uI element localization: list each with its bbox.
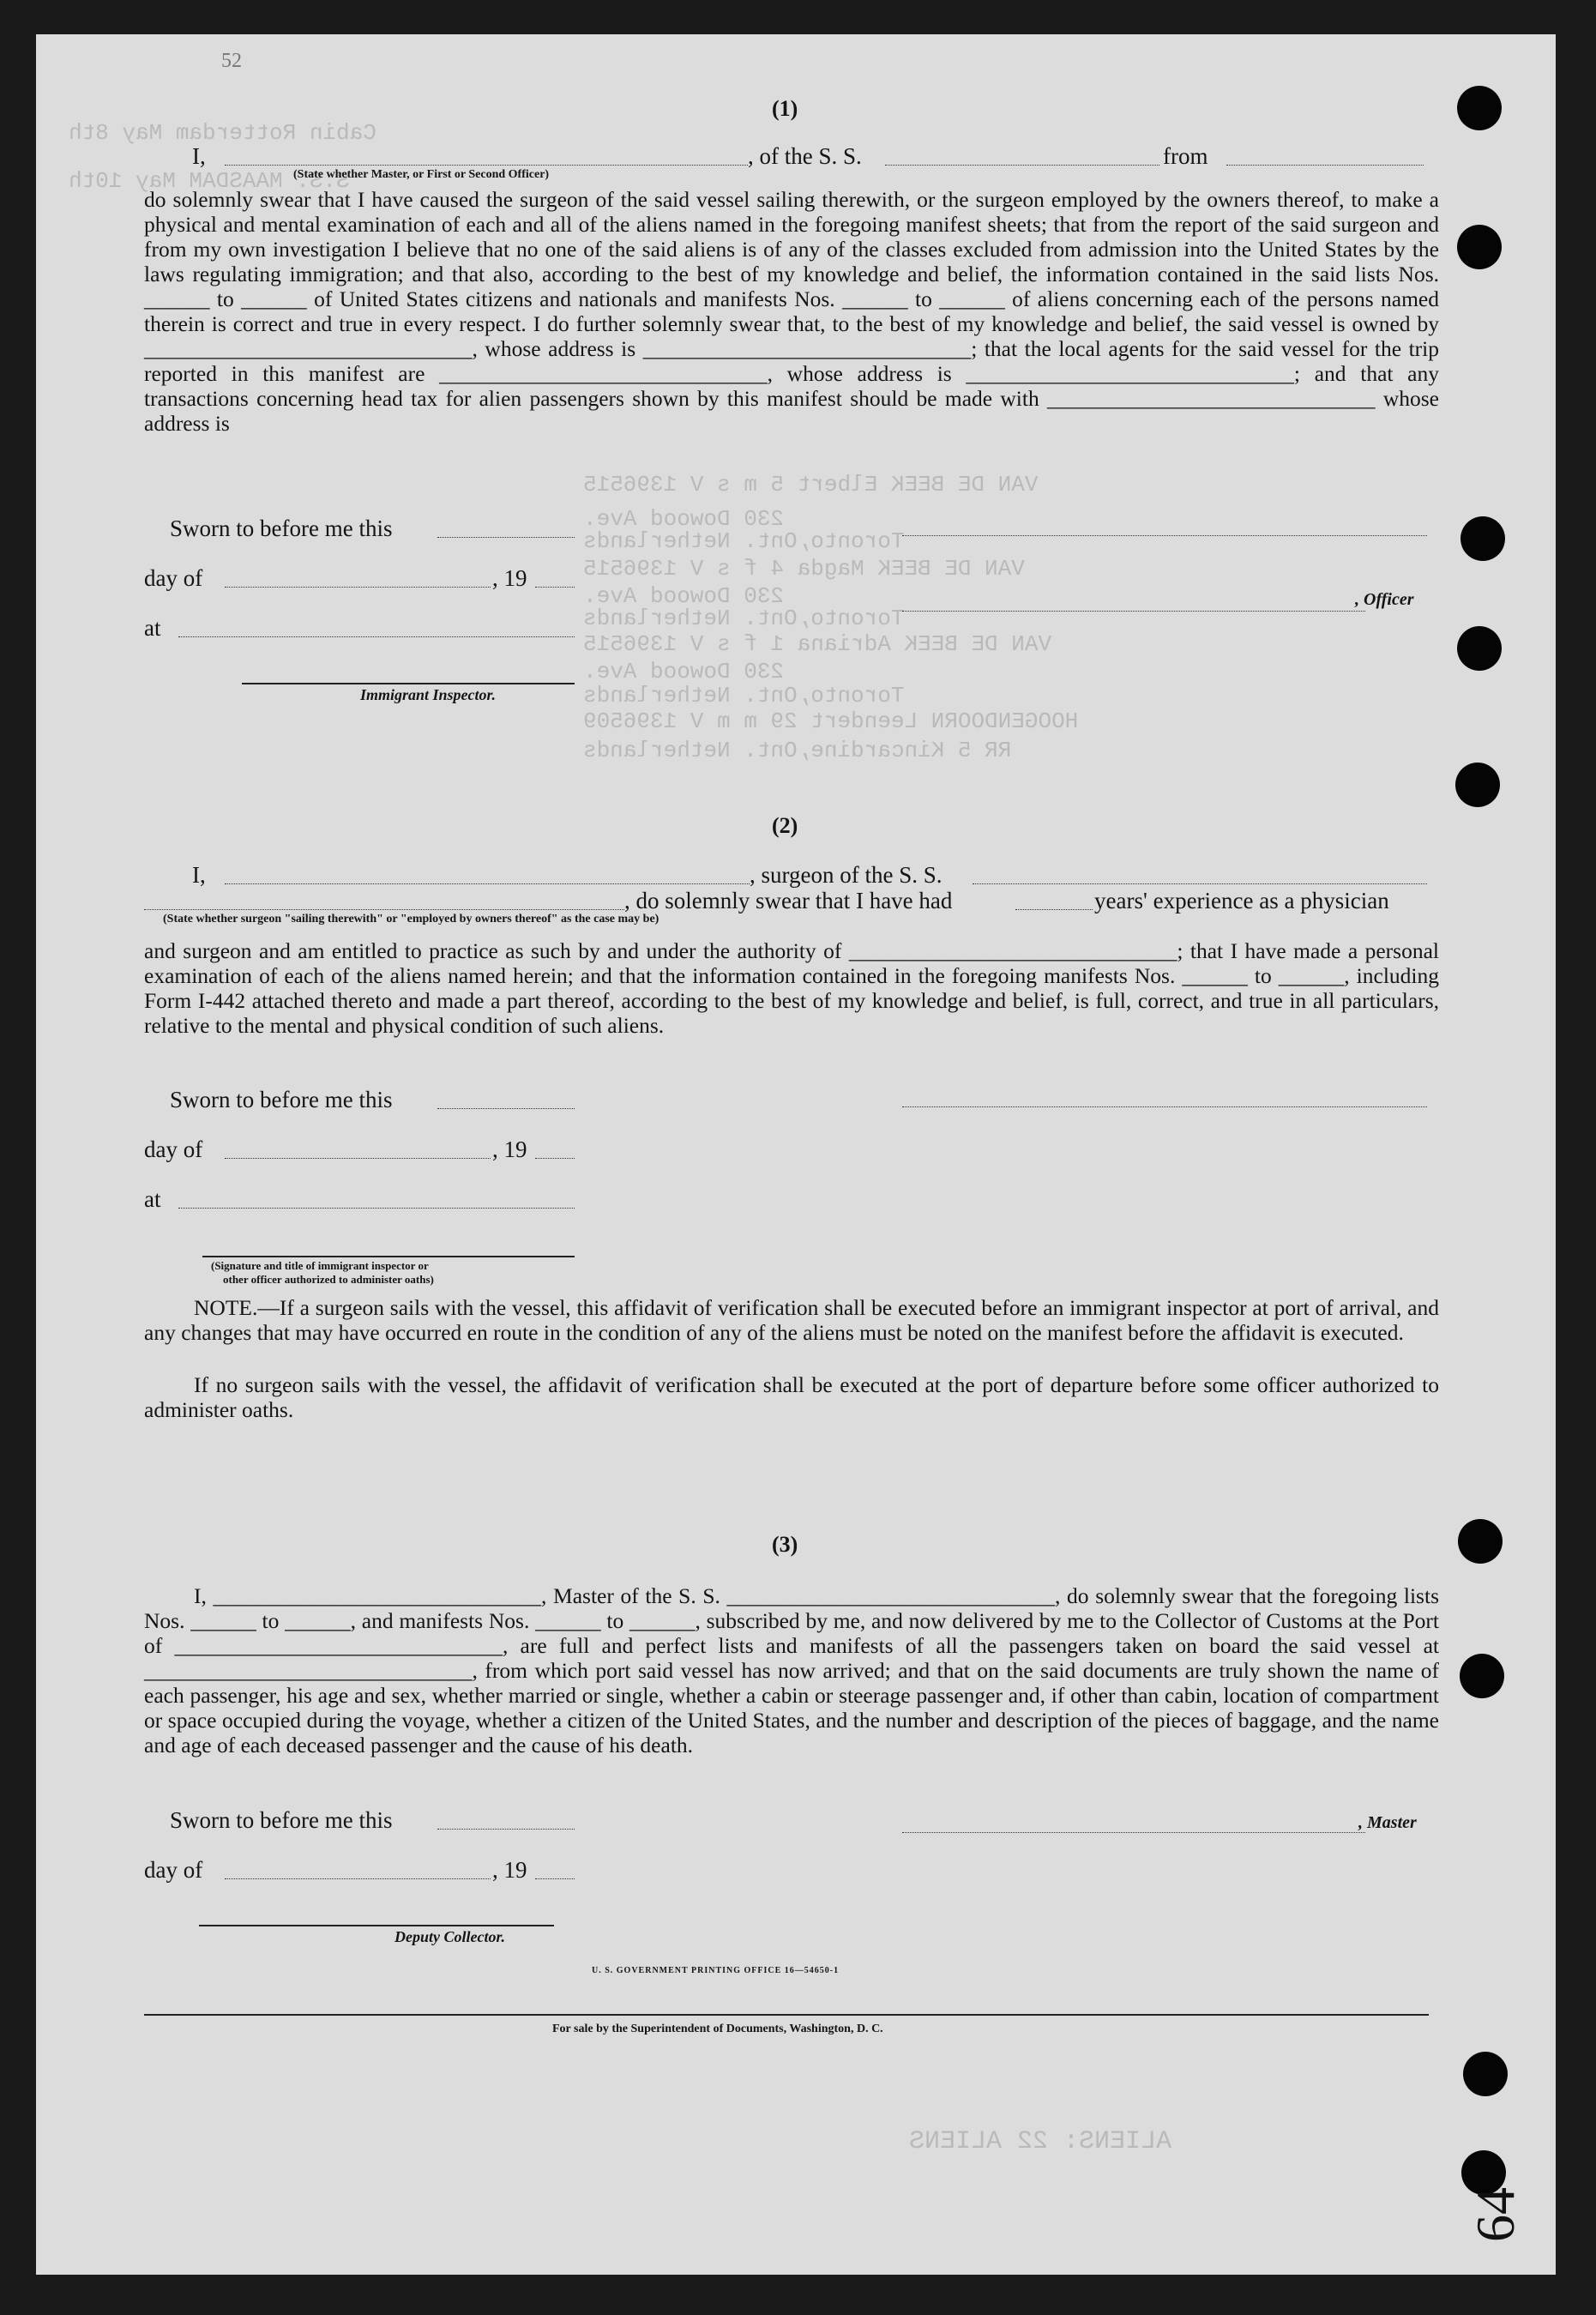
bleed-through-line: RR 5 Kincardine,Ont. Netherlands xyxy=(583,738,1012,763)
sec2-sworn-day-line xyxy=(437,1108,575,1109)
sec2-day-of-label: day of xyxy=(144,1136,203,1162)
sec3-year-label: , 19 xyxy=(492,1857,527,1883)
punch-hole xyxy=(1457,626,1502,671)
sworn-day-line xyxy=(437,537,575,538)
sec3-sworn-label: Sworn to before me this xyxy=(170,1807,393,1833)
sec1-at-label: at xyxy=(144,615,161,641)
bleed-through-line: 230 Dowood Ave. xyxy=(583,659,785,684)
officer-signature-line xyxy=(902,611,1365,612)
sec2-sworn-label: Sworn to before me this xyxy=(170,1087,393,1112)
punch-hole xyxy=(1455,763,1500,807)
punch-hole xyxy=(1460,1654,1504,1698)
bleed-through-line: Toronto,Ont. Netherlands xyxy=(583,683,905,708)
sec2-sig-note-1: (Signature and title of immigrant inspector or xyxy=(211,1259,429,1272)
from-port-line xyxy=(1226,165,1424,166)
at-place-line xyxy=(178,636,575,637)
sec1-i-label: I, xyxy=(192,143,206,169)
punch-hole xyxy=(1457,225,1502,269)
sec2-note: NOTE.—If a surgeon sails with the vessel, this affidavit of verification shall be executed before an immigrant inspector at port of arrival, and any changes that may have occurred en route in the condition of any of the aliens must be noted on the manifest before the affidavit is executed. xyxy=(144,1295,1439,1345)
sec2-surgeon-signature-line xyxy=(902,1106,1427,1107)
bleed-through-line: 230 Dowood Ave. xyxy=(583,506,785,532)
sec2-i-label: I, xyxy=(192,862,206,888)
bleed-through-line: HOOGENDOORN Leendert 29 m m V 1396509 xyxy=(583,708,1079,734)
sec1-inspector-label: Immigrant Inspector. xyxy=(360,686,497,703)
sec1-oath-text: do solemnly swear that I have caused the surgeon of the said vessel sailing therewith, or the surgeon employed by the owners thereof, to make a physical and mental examination of each and all of the aliens named in the foregoing manifest sheets; that from the report of the said surgeon and from my own investigation I believe that no one of the said aliens is of any of the classes excluded from admission into the United States by the laws regulating immigration; and that also, according to the best of my knowledge and belief, the information contained in the said lists Nos. ______ to ______ of United States citizens and nationals and manifests Nos. ______ to ______ of aliens concerning each of the persons named therein is correct and true in every respect. I do further solemnly swear that, to the best of my knowledge and belief, the said vessel is owned by ______________________________, whose address is ______________________________; that the local agents for the said vessel for the trip reported in this manifest are ______________________________, whose address is ______________________________; and that any transactions concerning head tax for alien passengers shown by this manifest should be made with ______________________________ whose address is xyxy=(144,187,1439,436)
sec1-from: from xyxy=(1163,143,1208,169)
officer-signature-line-top xyxy=(902,535,1427,536)
sec1-of-ss: , of the S. S. xyxy=(748,143,862,169)
sec3-deputy-label: Deputy Collector. xyxy=(394,1928,505,1945)
sec1-sworn-label: Sworn to before me this xyxy=(170,515,393,541)
sec1-year-label: , 19 xyxy=(492,565,527,591)
punch-hole xyxy=(1460,516,1505,561)
sec3-year-line xyxy=(535,1878,575,1879)
sec2-surgeon-hint: (State whether surgeon "sailing therewith" or "employed by owners thereof" as the case may be) xyxy=(163,913,659,925)
punch-hole xyxy=(1463,2052,1508,2096)
page-number: 64 xyxy=(1465,2187,1526,2242)
sec1-day-of-label: day of xyxy=(144,565,203,591)
sec3-oath-text: I, ______________________________, Master of the S. S. ______________________________, do solemnly swear that the foregoing lists Nos. ______ to ______, and manifests Nos. ______ to ______, subscribed by me, and now delivered by me to the Collector of Customs at the Port of ______________________________, are full and perfect lists and manifests of all the passengers taken on board the said vessel at ______________________________, from which port said vessel has now arrived; and that on the said documents are truly shown the name of each passenger, his age and sex, whether married or single, whether a cabin or steerage passenger and, if other than cabin, location of compartment or space occupied during the voyage, whether a citizen of the United States, and the number and description of the pieces of baggage, and the name and age of each deceased passenger and the cause of his death. xyxy=(144,1583,1439,1757)
sec1-officer-hint: (State whether Master, or First or Second Officer) xyxy=(293,168,550,181)
section-number-1: (1) xyxy=(772,96,798,121)
day-of-line xyxy=(225,587,491,588)
years-line xyxy=(1015,909,1093,910)
bleed-through-line: Cabin Rotterdam May 8th xyxy=(69,120,376,146)
sec2-year-label: , 19 xyxy=(492,1136,527,1162)
punch-hole xyxy=(1457,86,1502,130)
sec3-day-of-line xyxy=(225,1878,491,1879)
sale-note: For sale by the Superintendent of Documents, Washington, D. C. xyxy=(552,2023,883,2035)
corner-mark: 52 xyxy=(221,50,242,72)
sec2-ship-line xyxy=(973,883,1427,884)
sec3-day-of-label: day of xyxy=(144,1857,203,1883)
sec2-note-2: If no surgeon sails with the vessel, the affidavit of verification shall be executed at the port of departure before some officer authorized to administer oaths. xyxy=(144,1372,1439,1422)
section-number-2: (2) xyxy=(772,813,798,838)
sec2-year-line xyxy=(535,1158,575,1159)
footer-divider xyxy=(144,2014,1429,2016)
year-line xyxy=(535,587,575,588)
deputy-collector-line xyxy=(199,1925,554,1926)
surgeon-name-line xyxy=(225,883,750,884)
bleed-through-line: Toronto,Ont. Netherlands xyxy=(583,528,905,554)
sec2-inspector-line xyxy=(202,1256,575,1257)
bleed-through-line: VAN DE BEEK Magda 4 f s V 1396515 xyxy=(583,556,1025,582)
sec2-swear-b: years' experience as a physician xyxy=(1094,888,1389,913)
sec2-sig-note-2: other officer authorized to administer oaths) xyxy=(223,1273,434,1286)
surgeon-type-line xyxy=(144,909,624,910)
bleed-through-line: ALIENS: 22 ALIENS xyxy=(909,2127,1172,2156)
sec2-surgeon-of: , surgeon of the S. S. xyxy=(750,862,943,888)
inspector-signature-line xyxy=(242,683,575,684)
sec2-day-of-line xyxy=(225,1158,491,1159)
sec3-master-label: , Master xyxy=(1358,1813,1417,1832)
gpo-imprint: U. S. GOVERNMENT PRINTING OFFICE 16—54650-1 xyxy=(592,1966,840,1975)
bleed-through-line: Toronto,Ont. Netherlands xyxy=(583,606,905,631)
sec2-swear-a: , do solemnly swear that I have had xyxy=(624,888,953,913)
bleed-through-line: VAN DE BEEK Elbert 5 m s V 1396515 xyxy=(583,472,1039,497)
master-signature-line xyxy=(902,1832,1365,1833)
punch-hole xyxy=(1458,1519,1503,1564)
bleed-through-line: VAN DE BEEK Adriana 1 f s V 1396515 xyxy=(583,631,1052,657)
sec2-at-line xyxy=(178,1208,575,1209)
sec3-sworn-day-line xyxy=(437,1829,575,1830)
bleed-through-line: 230 Dowood Ave. xyxy=(583,583,785,609)
sec2-oath-text: and surgeon and am entitled to practice as such by and under the authority of ______________________________; that I have made a personal examination of each of the aliens named herein; and that the information contained in the foregoing manifests Nos. ______ to ______, including Form I-442 attached thereto and made a part thereof, according to the best of my knowledge and belief, is full, correct, and true in all particulars, relative to the mental and physical condition of such aliens. xyxy=(144,938,1439,1038)
sec1-officer-label: , Officer xyxy=(1355,590,1414,609)
bleed-through-line: S.S. MAASDAM May 10th xyxy=(69,168,350,194)
sec2-at-label: at xyxy=(144,1186,161,1212)
master-name-line xyxy=(225,165,748,166)
ship-name-line xyxy=(885,165,1159,166)
section-number-3: (3) xyxy=(772,1532,798,1557)
